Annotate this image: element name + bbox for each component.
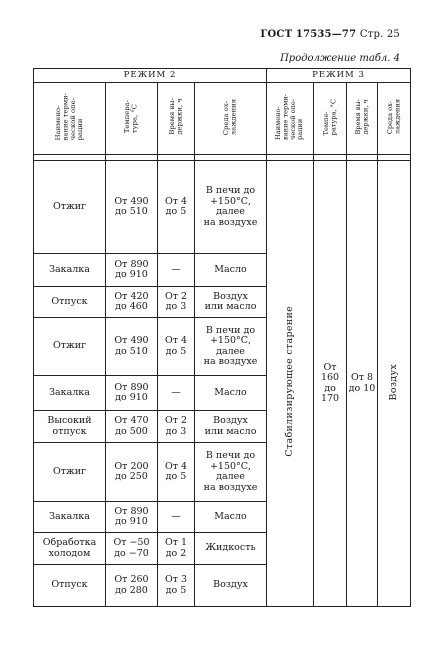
cell-operation: Отпуск <box>34 565 106 607</box>
cell-cooling: Воздух <box>195 565 267 607</box>
cell-cooling: В печи до +150°С, далее на воздухе <box>195 443 267 502</box>
cell-operation: Отжиг <box>34 161 106 254</box>
mode3-group-header: РЕЖИМ 3 <box>267 69 411 83</box>
cell-operation: Отжиг <box>34 318 106 376</box>
cell-mode3-temperature: От 160 до 170 <box>314 161 347 607</box>
col-header-mode3-hold-time: Время вы- держки, ч <box>347 83 378 155</box>
cell-cooling: В печи до +150°С, далее на воздухе <box>195 161 267 254</box>
cell-operation: Обработка холодом <box>34 533 106 565</box>
cell-hold-time: От 4 до 5 <box>158 318 195 376</box>
col-header-hold-time: Время вы- держки, ч <box>158 83 195 155</box>
cell-temperature: От 420 до 460 <box>106 287 158 318</box>
cell-hold-time: От 2 до 3 <box>158 287 195 318</box>
cell-temperature: От 890 до 910 <box>106 502 158 533</box>
cell-mode3-operation: Стабилизирующее старение <box>267 161 314 607</box>
col-header-cooling: Среда ох- лаждения <box>195 83 267 155</box>
table-row <box>34 161 411 254</box>
cell-temperature: От −50 до −70 <box>106 533 158 565</box>
cell-hold-time: От 4 до 5 <box>158 161 195 254</box>
cell-operation: Отжиг <box>34 443 106 502</box>
cell-temperature: От 490 до 510 <box>106 318 158 376</box>
cell-cooling: Воздух или масло <box>195 411 267 443</box>
cell-cooling: Жидкость <box>195 533 267 565</box>
mode2-group-header: РЕЖИМ 2 <box>34 69 267 83</box>
table-continuation-label: Продолжение табл. 4 <box>280 53 400 64</box>
cell-hold-time: От 2 до 3 <box>158 411 195 443</box>
cell-hold-time: От 1 до 2 <box>158 533 195 565</box>
cell-hold-time: — <box>158 502 195 533</box>
cell-temperature: От 890 до 910 <box>106 254 158 287</box>
cell-temperature: От 890 до 910 <box>106 376 158 411</box>
page-header <box>260 29 400 40</box>
cell-mode3-hold-time: От 8 до 10 <box>347 161 378 607</box>
cell-operation: Закалка <box>34 254 106 287</box>
cell-temperature: От 490 до 510 <box>106 161 158 254</box>
cell-cooling: Масло <box>195 502 267 533</box>
col-header-mode3-operation: Наимено- вание терми- ческой опе- рации <box>267 83 314 155</box>
col-header-operation: Наимено- вание терми- ческой опе- рации <box>34 83 106 155</box>
cell-temperature: От 260 до 280 <box>106 565 158 607</box>
cell-hold-time: — <box>158 376 195 411</box>
col-header-mode3-temperature: Темпе- ратура, °С <box>314 83 347 155</box>
cell-temperature: От 470 до 500 <box>106 411 158 443</box>
heat-treatment-table <box>33 68 411 607</box>
cell-mode3-cooling: Воздух <box>378 161 411 607</box>
cell-hold-time: — <box>158 254 195 287</box>
cell-cooling: Воздух или масло <box>195 287 267 318</box>
cell-cooling: В печи до +150°С, далее на воздухе <box>195 318 267 376</box>
cell-operation: Закалка <box>34 502 106 533</box>
cell-temperature: От 200 до 250 <box>106 443 158 502</box>
cell-cooling: Масло <box>195 376 267 411</box>
cell-hold-time: От 3 до 5 <box>158 565 195 607</box>
cell-cooling: Масло <box>195 254 267 287</box>
cell-operation: Отпуск <box>34 287 106 318</box>
page-number: Стр. 25 <box>359 29 400 40</box>
standard-number: ГОСТ 17535—77 <box>260 29 357 40</box>
col-header-mode3-cooling: Среда ох- лаждения <box>378 83 411 155</box>
cell-operation: Закалка <box>34 376 106 411</box>
col-header-temperature: Темпера- тура, °С <box>106 83 158 155</box>
cell-operation: Высокий отпуск <box>34 411 106 443</box>
cell-hold-time: От 4 до 5 <box>158 443 195 502</box>
